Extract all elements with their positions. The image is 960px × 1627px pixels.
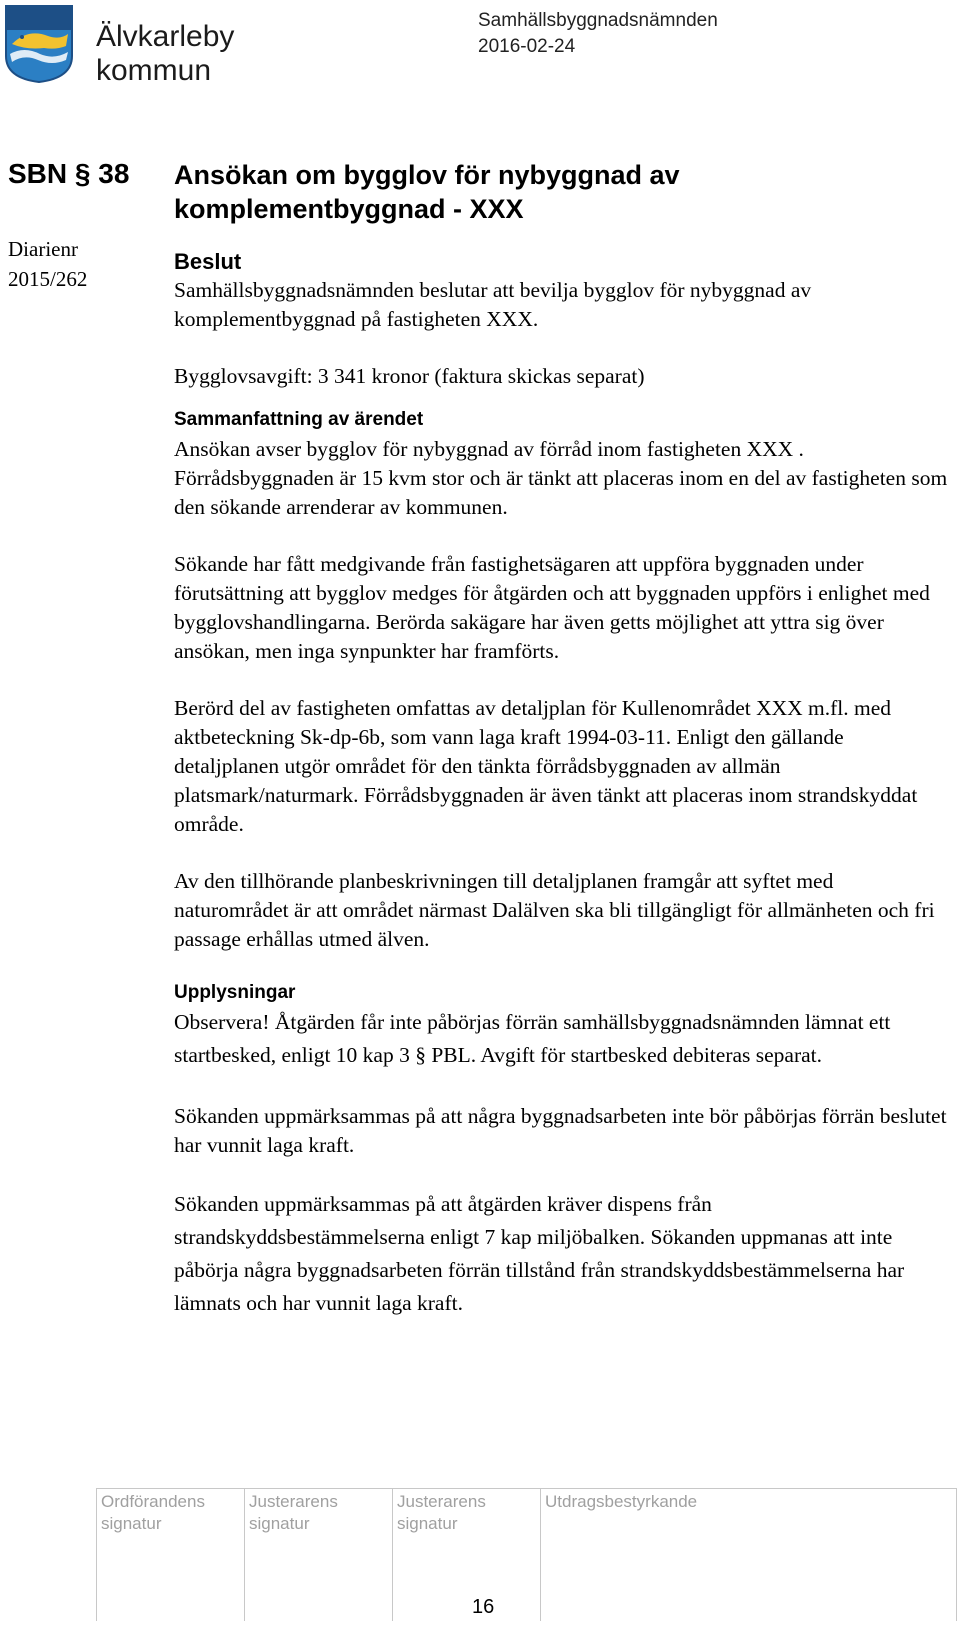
information-paragraph-2: Sökanden uppmärksammas på att några byggnadsarbeten inte bör påbörjas förrän beslutet har vunnit laga kraft. (174, 1104, 947, 1157)
municipality-name (96, 20, 234, 88)
meeting-date: 2016-02-24 (478, 36, 576, 57)
committee-name: Samhällsbyggnadsnämnden (478, 10, 718, 31)
signature-label: Ordförandens (101, 1492, 205, 1511)
information-heading: Upplysningar (174, 982, 296, 1003)
signature-label: Justerarens (397, 1492, 486, 1511)
signature-cell-adjuster-1 (244, 1489, 392, 1621)
diarie-block (8, 234, 87, 294)
paragraph-number: SBN § 38 (8, 158, 130, 189)
decision-heading: Beslut (174, 249, 242, 274)
summary-paragraph-3: Berörd del av fastigheten omfattas av detaljplan för Kullenområdet XXX m.fl. med aktbeteckning Sk-dp-6b, som vann laga kraft 1994-03-11. Enligt den gällande detaljplanen utgör området för den tänkta förrådsbyggnaden av allmän platsmark/naturmark. Förrådsbyggnaden är även tänkt att placeras inom strandskyddat område. (174, 696, 918, 836)
summary-paragraph-4: Av den tillhörande planbeskrivningen till detaljplanen framgår att syftet med naturområdet är att området närmast Dalälven ska bli tillgängligt för allmänheten och fri passage erhållas utmed älven. (174, 869, 935, 951)
municipality-logo (4, 4, 74, 84)
signature-label: signatur (397, 1514, 458, 1533)
document-header (478, 8, 718, 60)
signature-label: signatur (101, 1514, 162, 1533)
signature-cell-chair (96, 1489, 244, 1621)
summary-paragraph-1: Ansökan avser bygglov för nybyggnad av förråd inom fastigheten XXX . Förrådsbyggnaden är 15 kvm stor och är tänkt att placeras inom en del av fastigheten som den sökande arrenderar av kommunen. (174, 437, 948, 519)
information-paragraph-3: Sökanden uppmärksammas på att åtgärden kräver dispens från strandskyddsbestämmelserna enligt 7 kap miljöbalken. Sökanden uppmanas att inte påbörja några byggnadsarbeten förrän tillstånd från strandskyddsbestämmelserna har lämnats och har vunnit laga kraft. (174, 1192, 905, 1315)
decision-text: Samhällsbyggnadsnämnden beslutar att bevilja bygglov för nybyggnad av komplementbyggnad på fastigheten XXX. (174, 278, 812, 331)
municipality-name-line2: kommun (96, 54, 212, 87)
diarie-label: Diarienr (8, 237, 78, 261)
main-content (174, 158, 949, 1320)
summary-heading: Sammanfattning av ärendet (174, 409, 424, 430)
information-paragraph-1: Observera! Åtgärden får inte påbörjas förrän samhällsbyggnadsnämnden lämnat ett startbesked, enligt 10 kap 3 § PBL. Avgift för startbesked debiteras separat. (174, 1010, 891, 1067)
signature-label: Utdragsbestyrkande (545, 1492, 698, 1511)
page-number: 16 (472, 1596, 495, 1618)
signature-label: Justerarens (249, 1492, 338, 1511)
signature-cell-adjuster-2 (392, 1489, 540, 1621)
signature-cell-extract-certification (540, 1489, 957, 1621)
fee-text: Bygglovsavgift: 3 341 kronor (faktura skickas separat) (174, 364, 645, 388)
municipality-name-line1: Älvkarleby (96, 20, 235, 53)
signature-label: signatur (249, 1514, 310, 1533)
signature-table (96, 1488, 957, 1621)
diarie-number: 2015/262 (8, 267, 88, 291)
document-title: Ansökan om bygglov för nybyggnad av komplementbyggnad - XXX (174, 160, 680, 224)
summary-paragraph-2: Sökande har fått medgivande från fastighetsägaren att uppföra byggnaden under förutsättning att bygglov medges för åtgärden och att byggnaden uppförs i enlighet med bygglovshandlingarna. Berörda sakägare har även getts möjlighet att yttra sig över ansökan, men inga synpunkter har framförts. (174, 552, 930, 663)
